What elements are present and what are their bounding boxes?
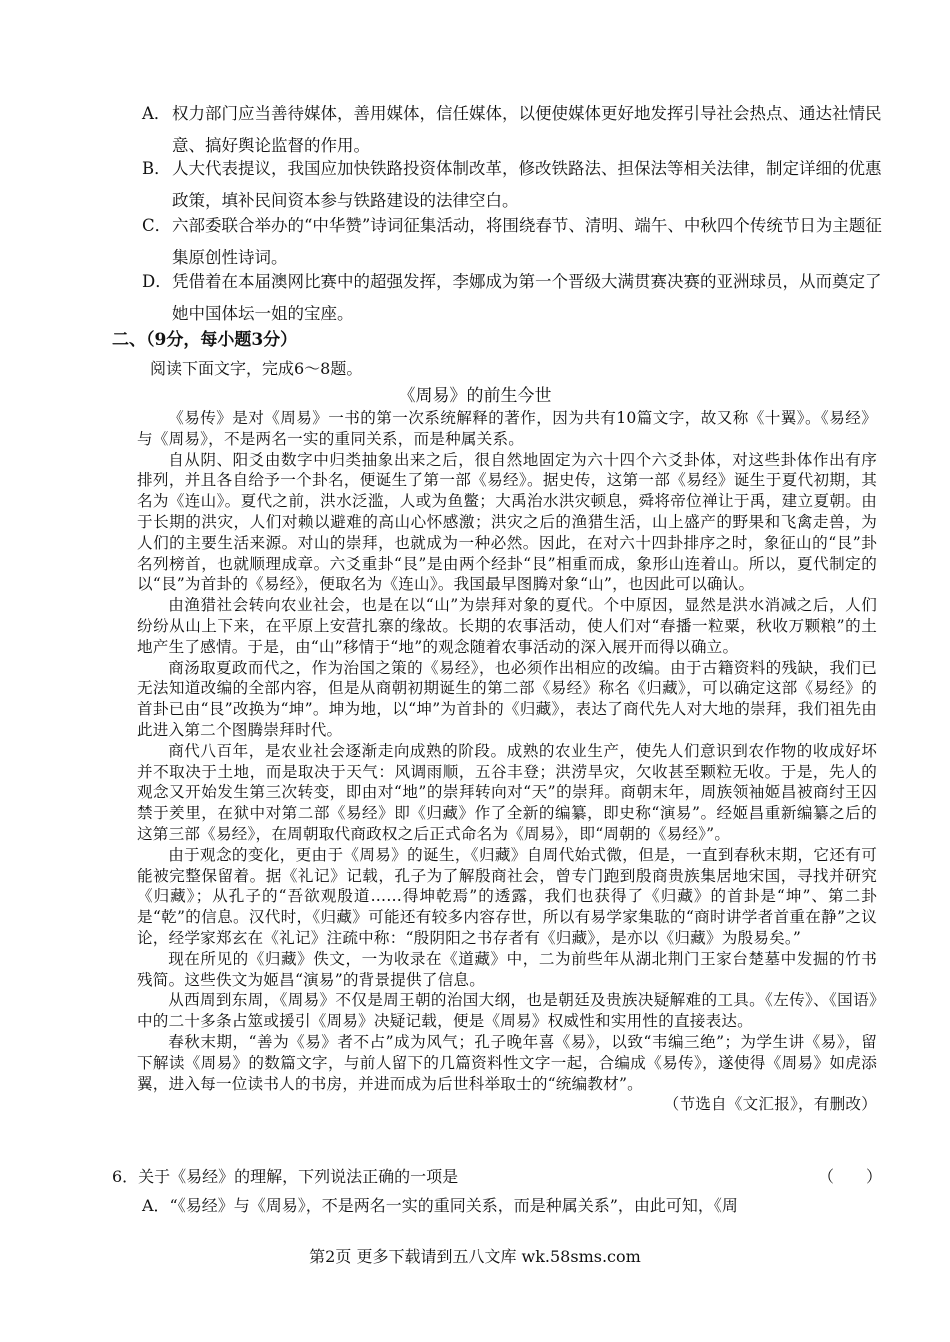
option-text: 凭借着在本届澳网比赛中的超强发挥，李娜成为第一个晋级大满贯赛决赛的亚洲球员，从而奠定了她中国体坛一姐的宝座。 (172, 272, 882, 323)
passage-title: 《周易》的前生今世 (398, 386, 552, 406)
option-label: C． (142, 216, 172, 235)
option-text: 六部委联合举办的“中华赞”诗词征集活动，将围绕春节、清明、端午、中秋四个传统节日为主题征集原创性诗词。 (172, 216, 882, 267)
option-label: A． (142, 104, 171, 123)
question-6 (112, 1164, 882, 1190)
section-heading (112, 327, 297, 353)
option-label: D． (142, 272, 172, 291)
option-text: 人大代表提议，我国应加快铁路投资体制改革，修改铁路法、担保法等相关法律，制定详细的优惠政策，填补民间资本参与铁路建设的法律空白。 (172, 159, 882, 210)
option-a-prev (142, 98, 882, 155)
option-label: B． (142, 159, 171, 178)
passage-paragraph: 由于观念的变化，更由于《周易》的诞生，《归藏》自周代始式微，但是，一直到春秋末期，它还有可能被完整保留着。据《礼记》记载，孔子为了解殷商社会，曾专门跑到殷商贵族集居地宋国，寻找并研究《归藏》；从孔子的“吾欲观殷道……得坤乾焉”的透露，我们也获得了《归藏》的首卦是“坤”、第二卦是“乾”的信息。汉代时，《归藏》可能还有较多内容存世，所以有易学家集耾的“商时讲学者首重在静”之议论，经学家郑玄在《礼记》注疏中称：“殷阴阳之书存者有《归藏》，是亦以《归藏》为殷易矣。” (137, 845, 877, 947)
option-b-prev (142, 153, 882, 210)
passage-paragraph: 商代八百年，是农业社会逐渐走向成熟的阶段。成熟的农业生产，使先人们意识到农作物的收成好坏并不取决于土地，而是取决于天气：风调雨顺，五谷丰登；洪涝旱灾，欠收甚至颗粒无收。于是，先人的观念又开始发生第三次转变，即由对“地”的崇拜转向对“天”的崇拜。商朝末年，周族领袖姬昌被商纣王囚禁于羑里，在狱中对第二部《易经》即《归藏》作了全新的编纂，即史称“演易”。经姬昌重新编纂之后的这第三部《易经》，在周朝取代商政权之后正式命名为《周易》，即“周朝的《易经》”。 (137, 741, 877, 843)
option-text: 权力部门应当善待媒体，善用媒体，信任媒体，以便使媒体更好地发挥引导社会热点、通达社情民意、搞好舆论监督的作用。 (172, 104, 882, 155)
question-6-option-a: A．“《易经》与《周易》，不是两名一实的重同关系，而是种属关系”，由此可知，《周 (142, 1196, 738, 1215)
passage-paragraph: 由渔猎社会转向农业社会，也是在以“山”为崇拜对象的夏代。个中原因，显然是洪水消减之后，人们纷纷从山上下来，在平原上安营扎寨的缘故。长期的农事活动，使人们对“春播一粒粟，秋收万颗粮”的土地产生了感情。于是，由“山”移情于“地”的观念随着农事活动的深入展开而得以确立。 (137, 596, 877, 656)
passage-paragraph: 现在所见的《归藏》佚文，一为收录在《道藏》中，二为前些年从湖北荆门王家台楚墓中发掘的竹书残简。这些佚文为姬昌“演易”的背景提供了信息。 (137, 949, 877, 989)
question-stem: 6．关于《易经》的理解，下列说法正确的一项是 (112, 1167, 459, 1186)
passage-body (137, 408, 877, 1115)
passage-source: （节选自《文汇报》，有删改） (663, 1095, 877, 1114)
section-points: （9分，每小题3分） (146, 330, 298, 350)
answer-blank: （ ） (817, 1167, 882, 1186)
passage-paragraph: 《易传》是对《周易》一书的第一次系统解释的著作，因为共有10篇文字，故又称《十翼》。《易经》与《周易》，不是两名一实的重同关系，而是种属关系。 (137, 409, 877, 448)
passage-paragraph: 自从阴、阳爻由数字中归类抽象出来之后，很自然地固定为六十四个六爻卦体，对这些卦体作出有序排列，并且各自给予一个卦名，便诞生了第一部《易经》。据史传，这第一部《易经》诞生于夏代初期，其名为《连山》。夏代之前，洪水泛滥，人或为鱼鳖；大禹治水洪灾顿息，舜将帝位禅让于禹，建立夏朝。由于长期的洪灾，人们对赖以避难的高山心怀感激；洪灾之后的渔猎生活，山上盛产的野果和飞禽走兽，为人们的主要生活来源。对山的崇拜，也就成为一种必然。因此，在对六十四卦排序之时，象征山的“艮”卦名列榜首，也就顺理成章。六爻重卦“艮”是由两个经卦“艮”相重而成，象形山连着山。所以，夏代制定的以“艮”为首卦的《易经》，便取名为《连山》。我国最早图腾对象“山”，也因此可以确认。 (137, 450, 877, 594)
passage-paragraph: 商汤取夏政而代之，作为治国之策的《易经》，也必须作出相应的改编。由于古籍资料的残缺，我们已无法知道改编的全部内容，但是从商朝初期诞生的第二部《易经》称名《归藏》，可以确定这部《易经》的首卦已由“艮”改换为“坤”。坤为地，以“坤”为首卦的《归藏》，表达了商代先人对大地的崇拜，我们祖先由此进入第二个图腾崇拜时代。 (137, 658, 877, 739)
option-d-prev (142, 266, 882, 323)
passage-paragraph: 从西周到东周，《周易》不仅是周王朝的治国大纲，也是朝廷及贵族决疑解难的工具。《左传》、《国语》中的二十多条占筮或援引《周易》决疑记载，便是《周易》权威性和实用性的直接表达。 (137, 991, 877, 1031)
section-instruction: 阅读下面文字，完成6～8题。 (150, 359, 363, 378)
page-footer: 第2页 更多下载请到五八文库 wk.58sms.com (309, 1247, 641, 1266)
passage-paragraph: 春秋末期，“善为《易》者不占”成为风气；孔子晚年喜《易》，以致“韦编三绝”；为学生讲《易》，留下解读《周易》的数篇文字，与前人留下的几篇资料性文字一起，合编成《易传》，遂使得《周易》如虎添翼，进入每一位读书人的书房，并进而成为后世科举取士的“统编教材”。 (137, 1032, 877, 1093)
section-number: 二、 (112, 330, 146, 350)
option-c-prev (142, 210, 882, 267)
